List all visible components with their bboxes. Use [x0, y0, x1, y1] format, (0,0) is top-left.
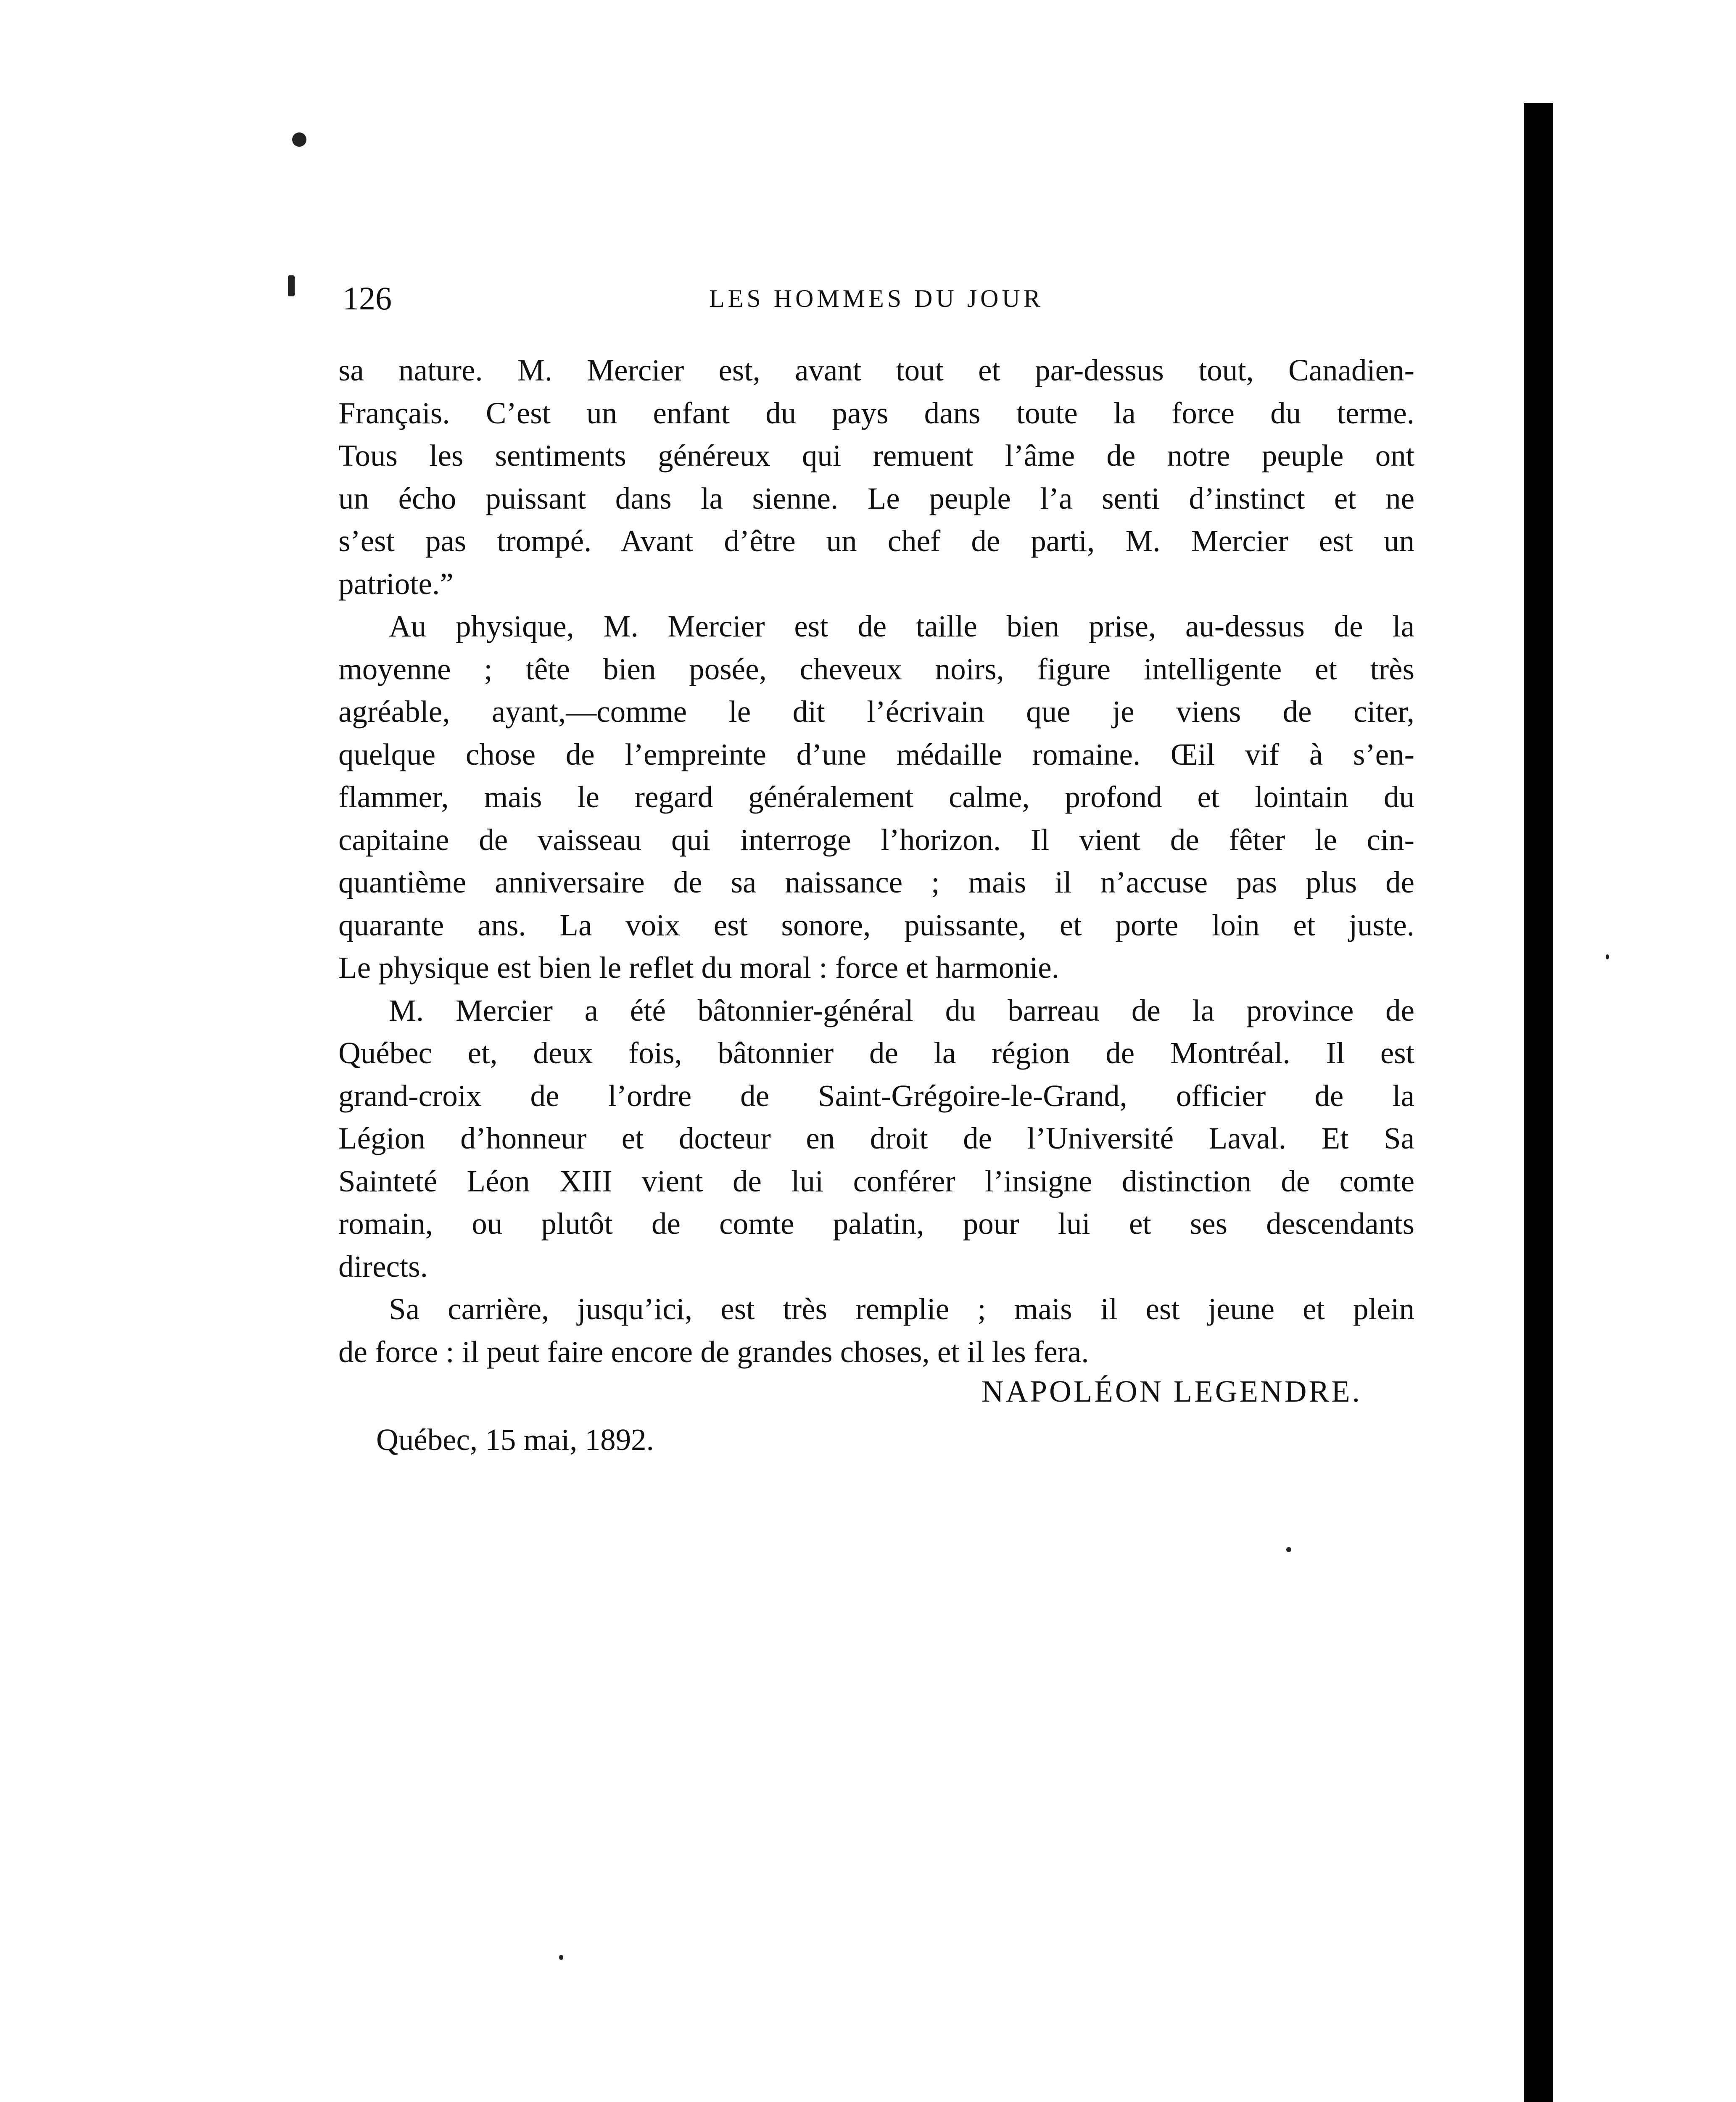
text-line: s’est pas trompé. Avant d’être un chef de parti, M. Mercier est un — [338, 524, 1414, 558]
body-text — [338, 349, 1414, 1373]
running-header — [343, 277, 1410, 320]
text-line: Sainteté Léon XIII vient de lui conférer l’insigne distinction de comte — [338, 1164, 1414, 1198]
text-line: agréable, ayant,—comme le dit l’écrivain que je viens de citer, — [338, 695, 1414, 729]
text-line: Québec et, deux fois, bâtonnier de la région de Montréal. Il est — [338, 1036, 1414, 1070]
text-line: moyenne ; tête bien posée, cheveux noirs, figure intelligente et très — [338, 652, 1414, 686]
running-title: LES HOMMES DU JOUR — [709, 285, 1044, 312]
paragraph-3 — [338, 989, 1414, 1288]
text-line: Légion d’honneur et docteur en droit de l’Université Laval. Et Sa — [338, 1121, 1414, 1155]
scan-speck — [1606, 954, 1609, 959]
text-line: quelque chose de l’empreinte d’une médaille romaine. Œil vif à s’en- — [338, 737, 1414, 771]
text-line: Au physique, M. Mercier est de taille bien prise, au-dessus de la — [389, 609, 1414, 643]
text-line: un écho puissant dans la sienne. Le peuple l’a senti d’instinct et ne — [338, 481, 1414, 515]
author-signature: NAPOLÉON LEGENDRE. — [981, 1374, 1362, 1408]
paragraph-2 — [338, 605, 1414, 989]
scan-speck — [559, 1955, 563, 1960]
page-number: 126 — [343, 280, 392, 317]
text-line: capitaine de vaisseau qui interroge l’horizon. Il vient de fêter le cin- — [338, 822, 1414, 857]
text-line: M. Mercier a été bâtonnier-général du barreau de la province de — [389, 993, 1414, 1027]
text-line: Le physique est bien le reflet du moral : force et harmonie. — [338, 951, 1059, 985]
text-line: Sa carrière, jusqu’ici, est très remplie ; mais il est jeune et plein — [389, 1292, 1414, 1326]
text-line: Tous les sentiments généreux qui remuent l’âme de notre peuple ont — [338, 438, 1414, 473]
text-line: de force : il peut faire encore de grandes choses, et il les fera. — [338, 1334, 1089, 1369]
text-line: sa nature. M. Mercier est, avant tout et par-dessus tout, Canadien- — [338, 353, 1414, 387]
paragraph-4 — [338, 1288, 1414, 1373]
scan-speck — [1286, 1547, 1291, 1552]
text-line: quarante ans. La voix est sonore, puissante, et porte loin et juste. — [338, 908, 1414, 942]
scan-speck — [292, 132, 306, 147]
text-line: directs. — [338, 1249, 428, 1283]
text-line: flammer, mais le regard généralement calme, profond et lointain du — [338, 780, 1414, 814]
text-line: patriote.” — [338, 566, 454, 601]
place-date: Québec, 15 mai, 1892. — [376, 1423, 654, 1457]
text-line: quantième anniversaire de sa naissance ; mais il n’accuse pas plus de — [338, 865, 1414, 899]
paragraph-1 — [338, 349, 1414, 605]
scan-edge-shadow — [1524, 103, 1553, 2102]
text-line: romain, ou plutôt de comte palatin, pour lui et ses descendants — [338, 1207, 1414, 1241]
scan-speck — [288, 275, 295, 296]
text-line: grand-croix de l’ordre de Saint-Grégoire-le-Grand, officier de la — [338, 1078, 1414, 1113]
text-line: Français. C’est un enfant du pays dans toute la force du terme. — [338, 396, 1414, 430]
